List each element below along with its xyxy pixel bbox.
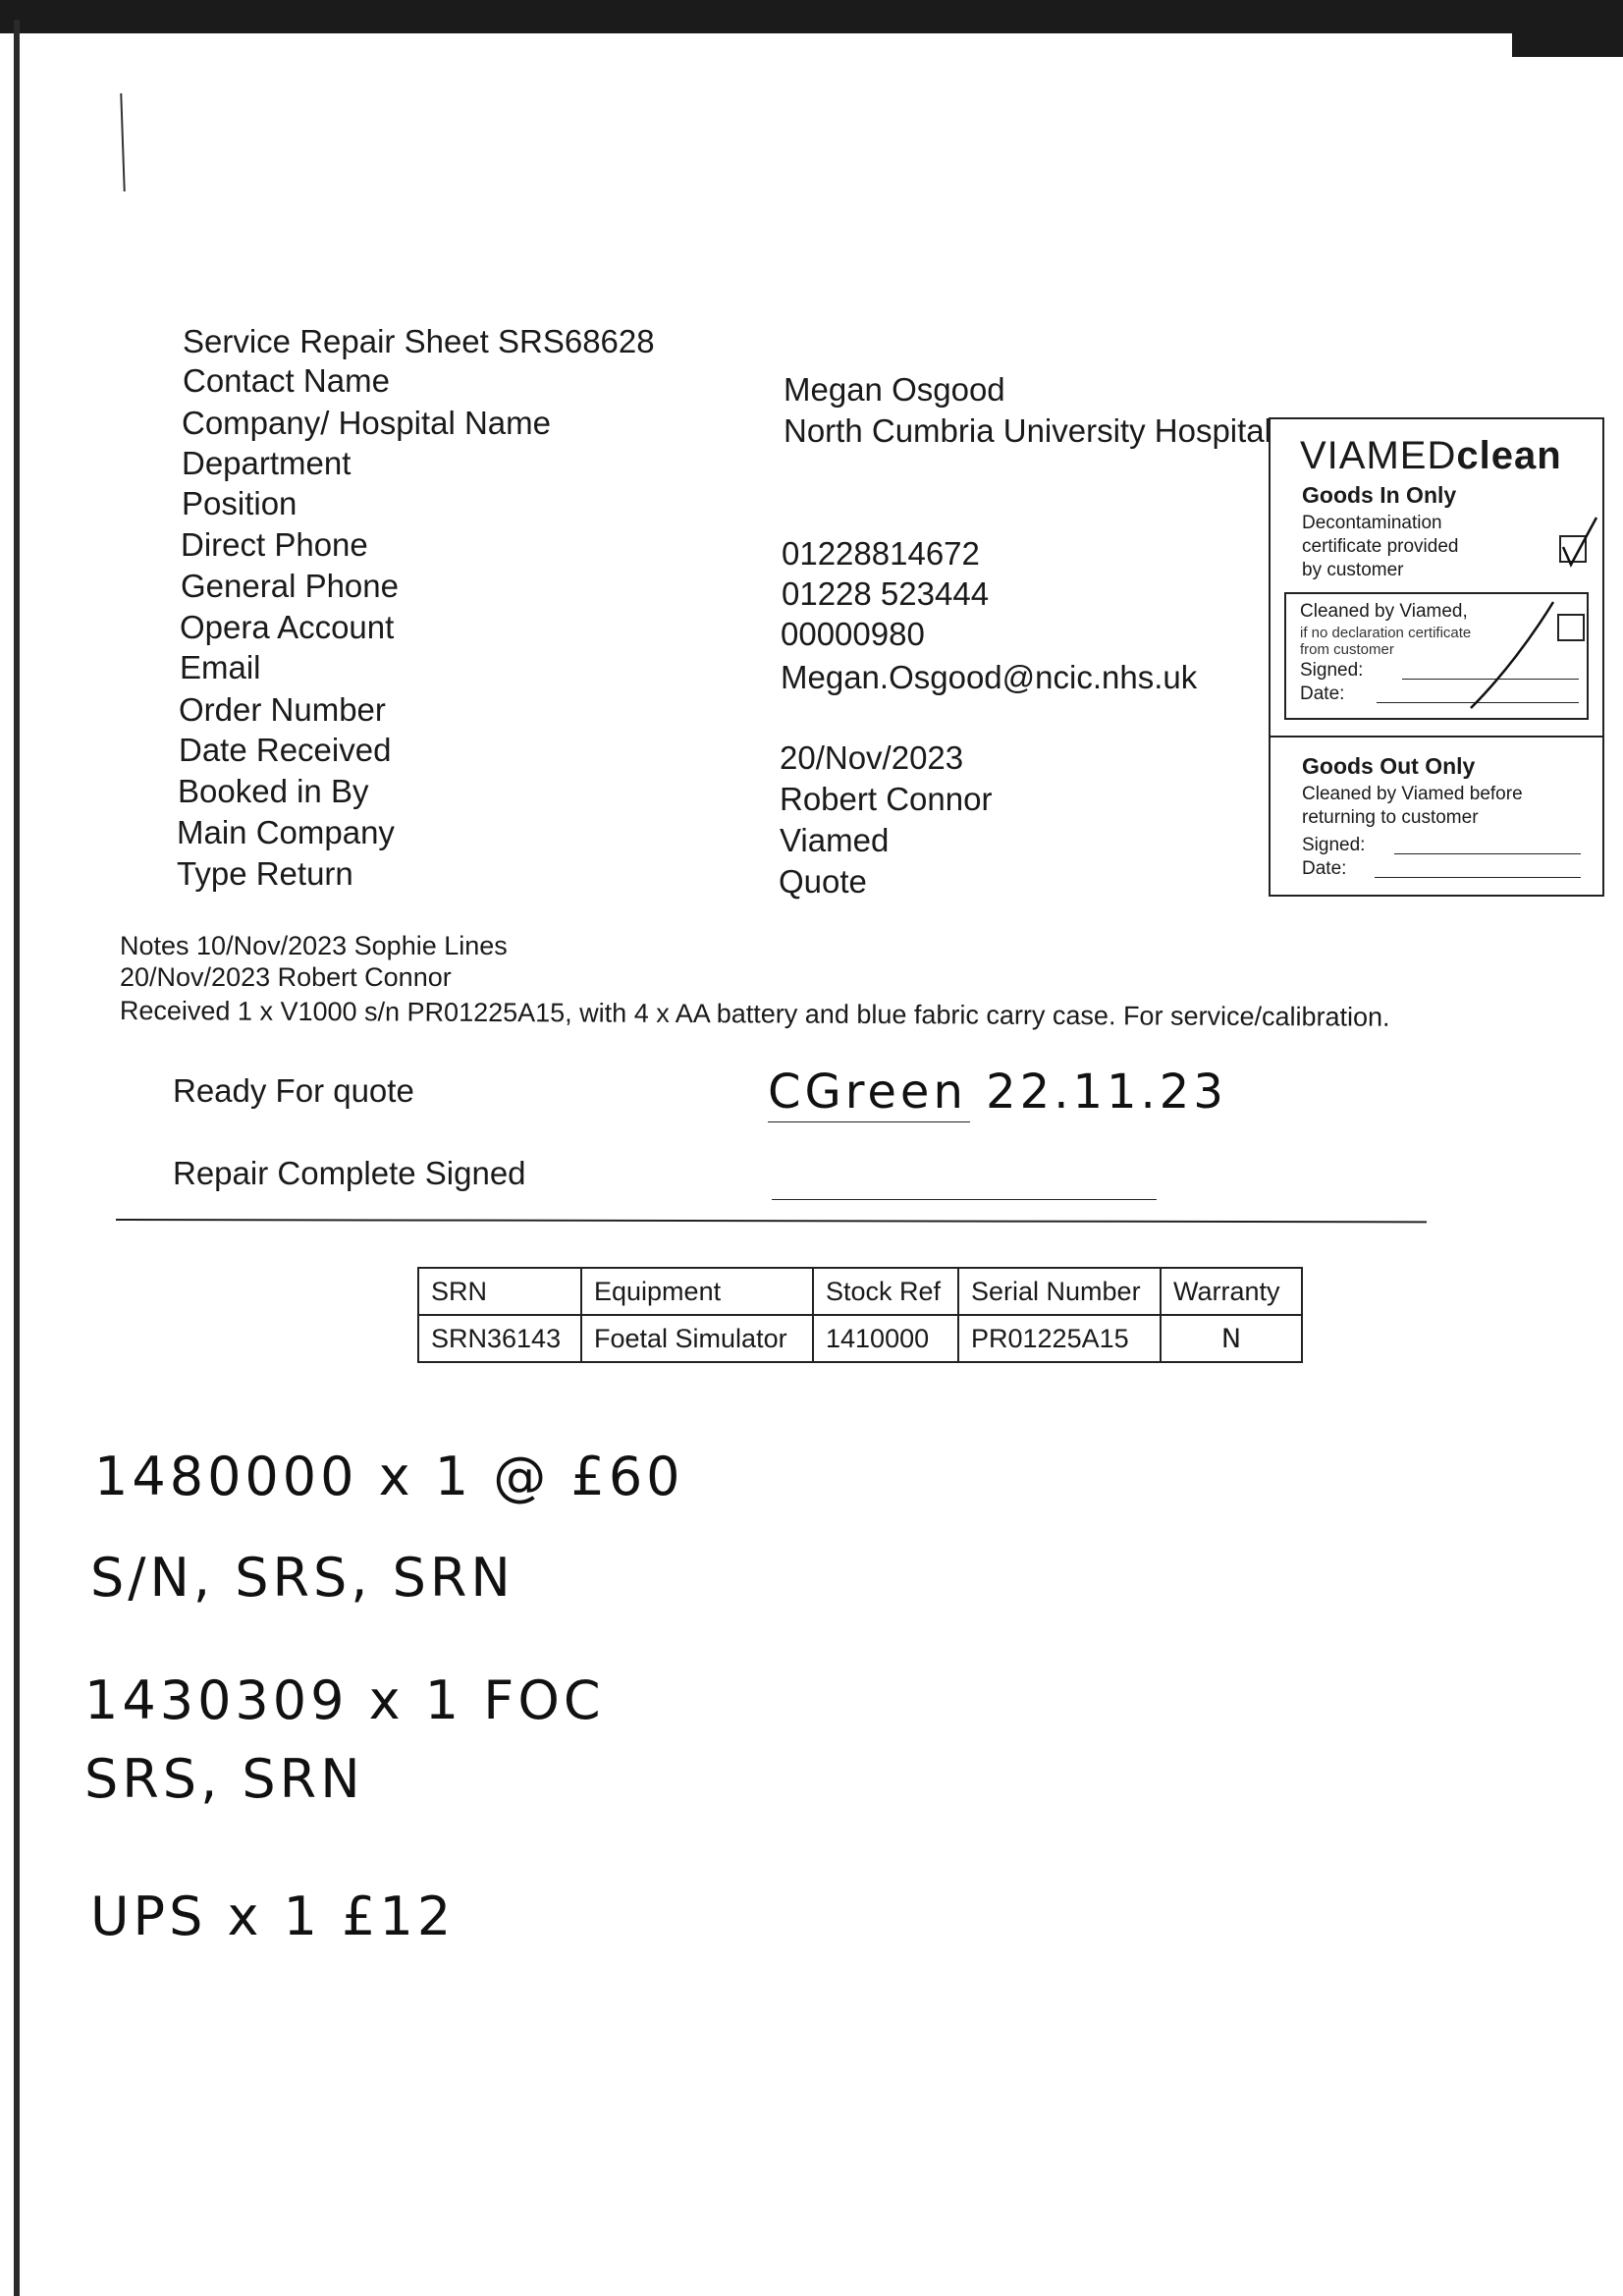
goods-out-title: Goods Out Only xyxy=(1302,753,1476,779)
slash-mark-icon xyxy=(1463,598,1561,714)
goods-out-signed-label: Signed: xyxy=(1302,835,1366,855)
field-label-department: Department xyxy=(182,445,352,481)
handwritten-line-1: 1480000 x 1 @ £60 xyxy=(94,1446,684,1507)
cleaned-checkbox xyxy=(1557,614,1585,641)
field-label-order-number: Order Number xyxy=(179,691,386,728)
cleaned-by-viamed-box xyxy=(1284,592,1589,720)
repair-complete-label: Repair Complete Signed xyxy=(173,1155,526,1191)
cleaned-signed-label: Signed: xyxy=(1300,660,1364,681)
cell-equipment: Foetal Simulator xyxy=(581,1315,813,1362)
field-label-direct-phone: Direct Phone xyxy=(181,526,368,563)
field-label-company: Company/ Hospital Name xyxy=(182,405,551,441)
table-row xyxy=(418,1315,1302,1362)
cleaned-note-1: if no declaration certificate xyxy=(1300,625,1472,641)
repair-complete-line xyxy=(772,1199,1157,1200)
field-label-contact: Contact Name xyxy=(183,362,390,399)
sheet-title: Service Repair Sheet SRS68628 xyxy=(183,323,655,359)
viamed-clean-logo: VIAMEDclean xyxy=(1300,434,1562,477)
scan-edge-top xyxy=(0,0,1623,33)
field-label-email: Email xyxy=(180,649,261,685)
viamed-clean-stamp xyxy=(1269,417,1604,897)
ready-signature-underline xyxy=(768,1121,970,1122)
handwritten-line-5: UPS x 1 £12 xyxy=(90,1886,456,1947)
field-value-contact: Megan Osgood xyxy=(784,371,1005,408)
field-label-date-received: Date Received xyxy=(179,732,392,768)
handwritten-line-3: 1430309 x 1 FOC xyxy=(84,1669,605,1731)
goods-in-title: Goods In Only xyxy=(1302,482,1457,508)
handwritten-line-2: S/N, SRS, SRN xyxy=(90,1547,514,1609)
pen-mark xyxy=(120,93,125,191)
header-warranty: Warranty xyxy=(1161,1268,1302,1315)
field-value-main-company: Viamed xyxy=(780,822,890,858)
goods-in-text-3: by customer xyxy=(1302,560,1404,580)
header-equipment: Equipment xyxy=(581,1268,813,1315)
field-label-main-company: Main Company xyxy=(177,814,395,850)
field-value-company: North Cumbria University Hospital xyxy=(784,412,1271,449)
field-value-date-received: 20/Nov/2023 xyxy=(780,739,964,776)
cell-stock-ref: 1410000 xyxy=(813,1315,958,1362)
table-header-row xyxy=(418,1268,1302,1315)
goods-out-text-1: Cleaned by Viamed before xyxy=(1302,784,1523,804)
field-label-position: Position xyxy=(182,485,298,521)
cleaned-date-label: Date: xyxy=(1300,683,1345,704)
field-value-opera-account: 00000980 xyxy=(781,616,925,652)
notes-line-1: Notes 10/Nov/2023 Sophie Lines xyxy=(120,931,508,960)
field-label-opera-account: Opera Account xyxy=(180,609,395,645)
scan-edge-corner xyxy=(1512,0,1623,57)
ready-for-quote-label: Ready For quote xyxy=(173,1072,414,1109)
goods-out-date-label: Date: xyxy=(1302,858,1347,879)
header-srn: SRN xyxy=(418,1268,581,1315)
cell-srn: SRN36143 xyxy=(418,1315,581,1362)
field-label-type-return: Type Return xyxy=(177,855,353,892)
field-label-general-phone: General Phone xyxy=(181,568,399,604)
cell-serial-number: PR01225A15 xyxy=(958,1315,1161,1362)
header-serial-number: Serial Number xyxy=(958,1268,1161,1315)
field-value-general-phone: 01228 523444 xyxy=(782,575,990,612)
section-divider xyxy=(116,1219,1427,1223)
handwritten-line-4: SRS, SRN xyxy=(84,1748,364,1810)
goods-out-text-2: returning to customer xyxy=(1302,807,1479,828)
notes-line-2: 20/Nov/2023 Robert Connor xyxy=(120,962,452,992)
goods-divider xyxy=(1271,736,1602,738)
cell-warranty: N xyxy=(1161,1315,1302,1362)
check-mark-icon xyxy=(1555,514,1600,573)
equipment-table xyxy=(417,1267,1303,1363)
field-value-direct-phone: 01228814672 xyxy=(782,535,980,572)
field-value-email: Megan.Osgood@ncic.nhs.uk xyxy=(781,659,1198,695)
field-label-booked-in-by: Booked in By xyxy=(178,773,369,809)
header-stock-ref: Stock Ref xyxy=(813,1268,958,1315)
ready-signature: CGreen 22.11.23 xyxy=(768,1065,1227,1120)
goods-in-text-2: certificate provided xyxy=(1302,536,1459,557)
goods-in-text-1: Decontamination xyxy=(1302,513,1442,533)
field-value-type-return: Quote xyxy=(779,863,867,900)
cleaned-title: Cleaned by Viamed, xyxy=(1300,601,1468,622)
field-value-booked-in-by: Robert Connor xyxy=(780,781,993,817)
notes-line-3: Received 1 x V1000 s/n PR01225A15, with 4 x AA battery and blue fabric carry case. For service/calibration. xyxy=(119,996,1390,1032)
scan-edge-left xyxy=(14,20,20,2296)
goods-out-date-line xyxy=(1375,877,1581,878)
goods-out-signed-line xyxy=(1394,853,1581,854)
cleaned-note-2: from customer xyxy=(1300,641,1394,658)
